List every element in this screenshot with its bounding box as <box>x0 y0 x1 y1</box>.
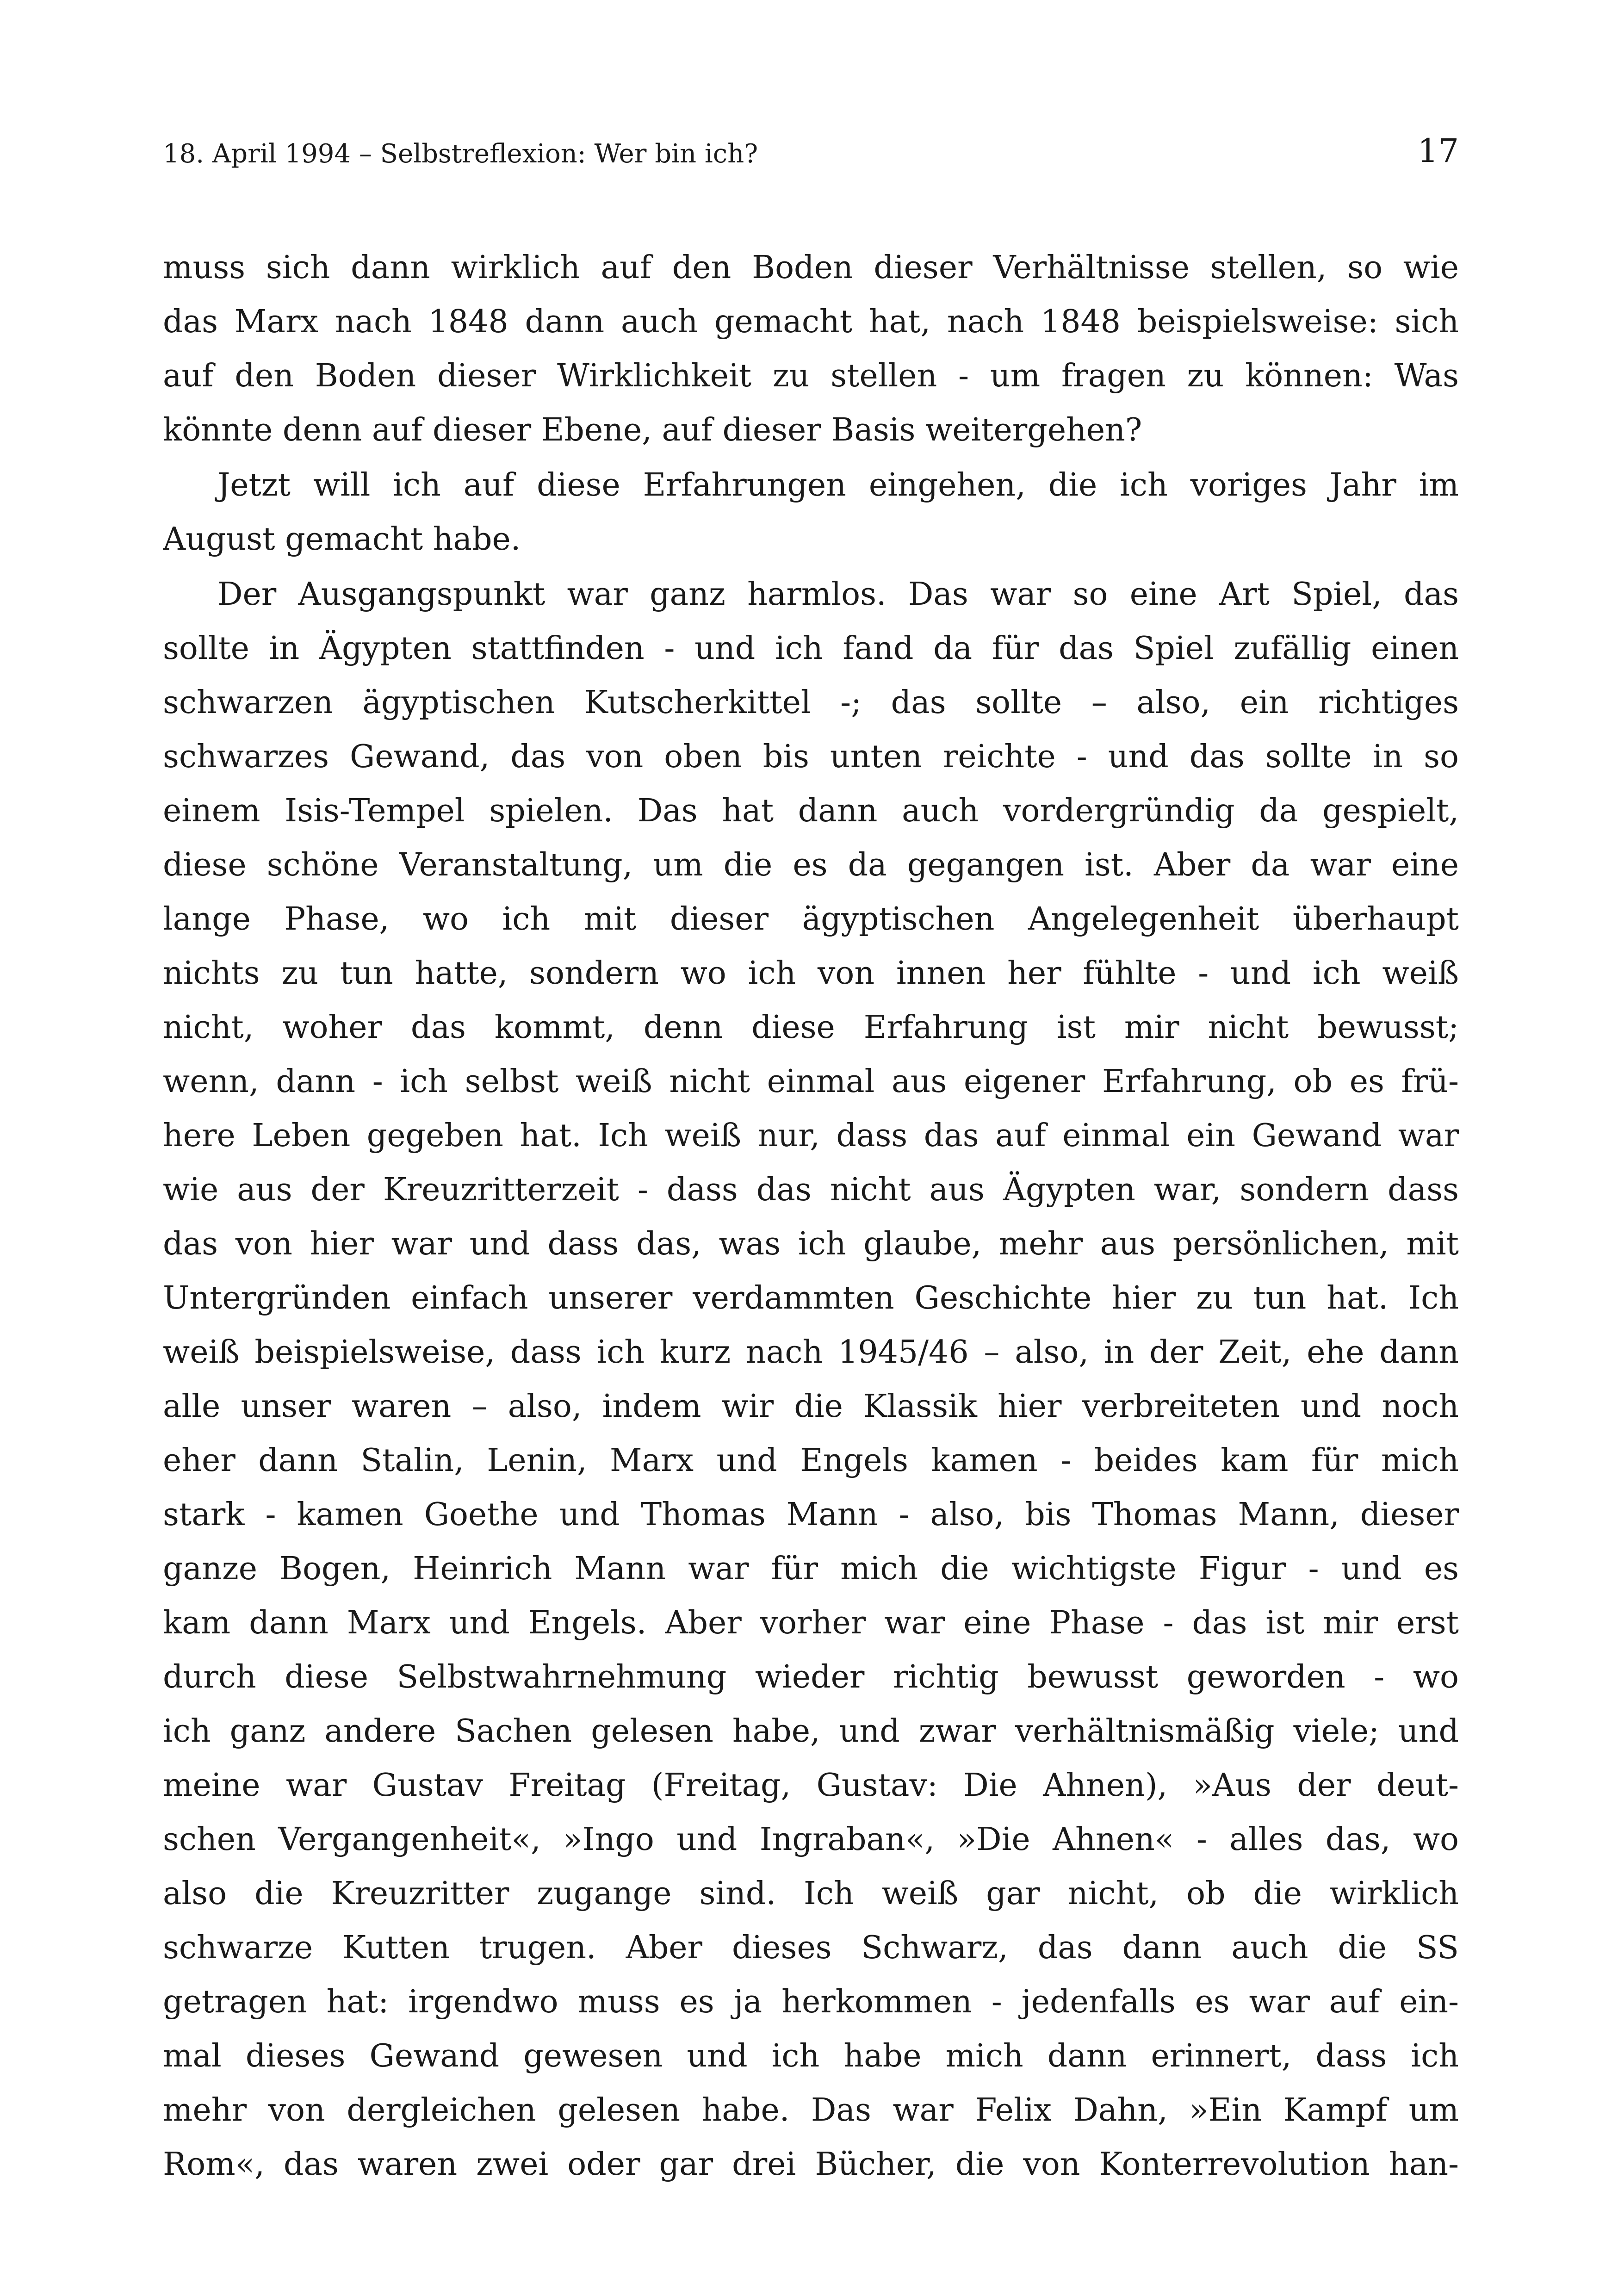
text-line: könnte denn auf dieser Ebene, auf dieser Basis weitergehen? <box>163 412 1142 448</box>
paragraph <box>163 458 1459 566</box>
text-line: also die Kreuzritter zugange sind. Ich weiß gar nicht, ob die wirklich <box>163 1875 1459 1912</box>
text-line: das von hier war und dass das, was ich glaube, mehr aus persönlichen, mit <box>163 1226 1459 1262</box>
text-line: mal dieses Gewand gewesen und ich habe mich dann erinnert, dass ich <box>163 2038 1459 2074</box>
text-line: stark - kamen Goethe und Thomas Mann - also, bis Thomas Mann, dieser <box>163 1496 1459 1533</box>
text-line: alle unser waren – also, indem wir die Klassik hier verbreiteten und noch <box>163 1388 1459 1425</box>
page-number: 17 <box>1417 132 1459 170</box>
text-line: nichts zu tun hatte, sondern wo ich von innen her fühlte - und ich weiß <box>163 955 1459 992</box>
running-head <box>163 132 1459 174</box>
text-line: Untergründen einfach unserer verdammten Geschichte hier zu tun hat. Ich <box>163 1280 1459 1316</box>
text-line: durch diese Selbstwahrnehmung wieder richtig bewusst geworden - wo <box>163 1659 1459 1695</box>
paragraph <box>163 567 1459 2191</box>
text-line: einem Isis-Tempel spielen. Das hat dann auch vordergründig da gespielt, <box>163 793 1459 829</box>
text-line: lange Phase, wo ich mit dieser ägyptischen Angelegenheit überhaupt <box>163 901 1459 937</box>
text-line: Rom«, das waren zwei oder gar drei Bücher, die von Konterrevolution han- <box>163 2146 1459 2183</box>
text-line: schwarze Kutten trugen. Aber dieses Schwarz, das dann auch die SS <box>163 1930 1459 1966</box>
text-line: Der Ausgangspunkt war ganz harmlos. Das war so eine Art Spiel, das <box>217 576 1459 613</box>
text-line: muss sich dann wirklich auf den Boden dieser Verhältnisse stellen, so wie <box>163 249 1459 286</box>
text-line: diese schöne Veranstaltung, um die es da gegangen ist. Aber da war eine <box>163 847 1459 883</box>
text-line: schwarzes Gewand, das von oben bis unten reichte - und das sollte in so <box>163 738 1459 775</box>
text-line: August gemacht habe. <box>163 521 521 558</box>
text-line: kam dann Marx und Engels. Aber vorher war eine Phase - das ist mir erst <box>163 1605 1459 1641</box>
text-line: auf den Boden dieser Wirklichkeit zu stellen - um fragen zu können: Was <box>163 358 1459 394</box>
text-line: schen Vergangenheit«, »Ingo und Ingraban«, »Die Ahnen« - alles das, wo <box>163 1821 1459 1858</box>
text-line: mehr von dergleichen gelesen habe. Das war Felix Dahn, »Ein Kampf um <box>163 2092 1459 2128</box>
text-line: wie aus der Kreuzritterzeit - dass das nicht aus Ägypten war, sondern dass <box>163 1172 1459 1208</box>
text-line: ganze Bogen, Heinrich Mann war für mich die wichtigste Figur - und es <box>163 1551 1459 1587</box>
text-line: schwarzen ägyptischen Kutscherkittel -; das sollte – also, ein richtiges <box>163 684 1459 721</box>
body-text <box>163 241 1459 2191</box>
paragraph <box>163 241 1459 457</box>
text-line: getragen hat: irgendwo muss es ja herkommen - jedenfalls es war auf ein- <box>163 1984 1459 2020</box>
text-line: Jetzt will ich auf diese Erfahrungen eingehen, die ich voriges Jahr im <box>217 467 1459 503</box>
text-line: here Leben gegeben hat. Ich weiß nur, dass das auf einmal ein Gewand war <box>163 1117 1459 1154</box>
running-title: 18. April 1994 – Selbstreflexion: Wer bin ich? <box>163 139 758 169</box>
text-line: sollte in Ägypten stattfinden - und ich fand da für das Spiel zufällig einen <box>163 630 1459 667</box>
text-line: nicht, woher das kommt, denn diese Erfahrung ist mir nicht bewusst; <box>163 1009 1459 1046</box>
text-line: ich ganz andere Sachen gelesen habe, und zwar verhältnismäßig viele; und <box>163 1713 1459 1750</box>
text-line: meine war Gustav Freitag (Freitag, Gustav: Die Ahnen), »Aus der deut- <box>163 1767 1459 1804</box>
text-line: weiß beispielsweise, dass ich kurz nach 1945/46 – also, in der Zeit, ehe dann <box>163 1334 1459 1371</box>
text-line: wenn, dann - ich selbst weiß nicht einmal aus eigener Erfahrung, ob es frü- <box>163 1063 1459 1100</box>
text-line: das Marx nach 1848 dann auch gemacht hat, nach 1848 beispielsweise: sich <box>163 304 1459 340</box>
text-line: eher dann Stalin, Lenin, Marx und Engels kamen - beides kam für mich <box>163 1442 1459 1479</box>
